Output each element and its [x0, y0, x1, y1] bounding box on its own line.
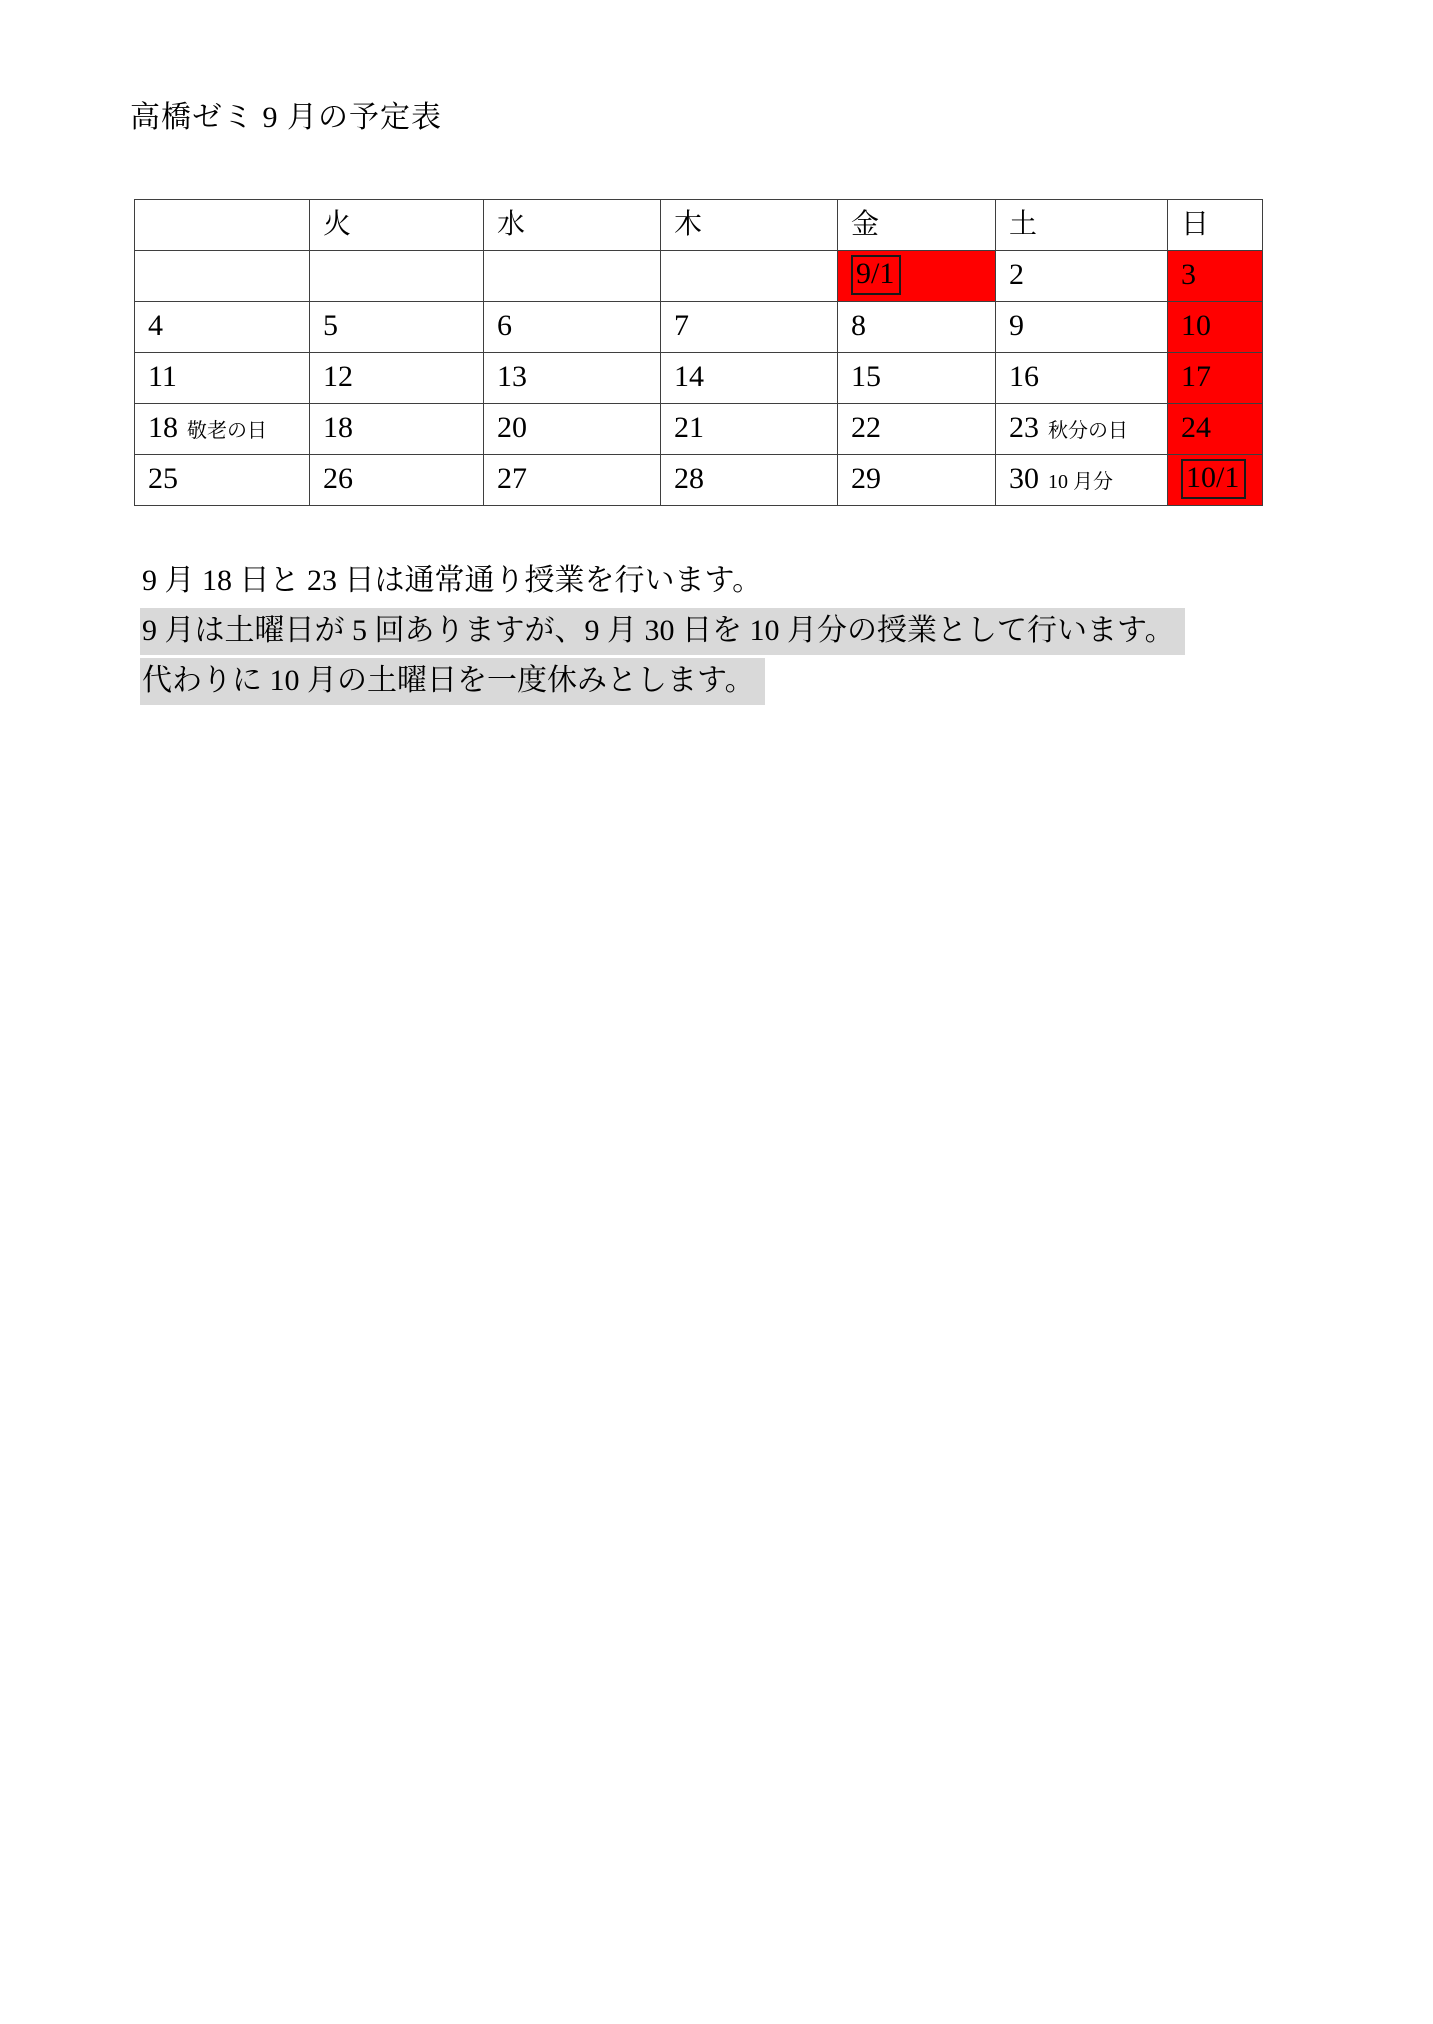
calendar-cell [838, 404, 996, 455]
calendar-cell [1168, 353, 1263, 404]
calendar-header-火: 火 [310, 200, 484, 251]
calendar-week-row [135, 353, 1263, 404]
calendar-week-row [135, 455, 1263, 506]
calendar-cell [1168, 455, 1263, 506]
calendar-cell [484, 353, 661, 404]
cell-annotation-label: 10 月分 [1048, 471, 1113, 493]
date-label: 24 [1181, 411, 1211, 444]
calendar-header-empty [135, 200, 310, 251]
calendar-header-水: 水 [484, 200, 661, 251]
calendar-cell [996, 353, 1168, 404]
calendar-cell [996, 302, 1168, 353]
note-line [140, 556, 1185, 606]
calendar-cell [838, 353, 996, 404]
calendar-cell [838, 455, 996, 506]
calendar-cell [661, 404, 838, 455]
calendar-cell [661, 251, 838, 302]
date-label: 20 [497, 411, 527, 444]
date-label: 13 [497, 360, 527, 393]
calendar-header-土: 土 [996, 200, 1168, 251]
date-label: 14 [674, 360, 704, 393]
calendar-header-木: 木 [661, 200, 838, 251]
calendar-cell [661, 302, 838, 353]
date-label: 12 [323, 360, 353, 393]
date-label: 3 [1181, 258, 1196, 291]
date-label: 22 [851, 411, 881, 444]
calendar-cell [996, 404, 1168, 455]
date-label: 26 [323, 462, 353, 495]
calendar-header-金: 金 [838, 200, 996, 251]
calendar-cell [484, 251, 661, 302]
calendar-week-row [135, 251, 1263, 302]
note-text: 9 月は土曜日が 5 回ありますが、9 月 30 日を 10 月分の授業として行います。 [140, 608, 1185, 655]
note-text: 9 月 18 日と 23 日は通常通り授業を行います。 [142, 564, 763, 597]
calendar-table [134, 199, 1263, 506]
calendar-cell [996, 251, 1168, 302]
calendar-cell [310, 353, 484, 404]
date-label: 23 [1009, 411, 1039, 444]
calendar-week-row [135, 404, 1263, 455]
calendar-cell [310, 455, 484, 506]
date-label: 7 [674, 309, 689, 342]
date-label: 28 [674, 462, 704, 495]
boxed-date-label: 10/1 [1181, 459, 1246, 499]
date-label: 30 [1009, 462, 1039, 495]
calendar-cell [484, 302, 661, 353]
calendar-cell [838, 251, 996, 302]
cell-annotation-label: 秋分の日 [1048, 420, 1128, 442]
page-title: 高橋ゼミ 9 月の予定表 [130, 101, 442, 134]
calendar-cell [1168, 251, 1263, 302]
calendar-header-日: 日 [1168, 200, 1263, 251]
boxed-date-label: 9/1 [851, 255, 901, 295]
calendar-cell [310, 251, 484, 302]
calendar-cell [661, 353, 838, 404]
date-label: 5 [323, 309, 338, 342]
date-label: 27 [497, 462, 527, 495]
date-label: 29 [851, 462, 881, 495]
calendar-cell [484, 404, 661, 455]
date-label: 16 [1009, 360, 1039, 393]
calendar-week-row [135, 302, 1263, 353]
calendar-cell [1168, 302, 1263, 353]
date-label: 4 [148, 309, 163, 342]
cell-annotation-label: 敬老の日 [187, 420, 267, 442]
date-label: 21 [674, 411, 704, 444]
date-label: 11 [148, 360, 177, 393]
note-line-highlighted [140, 606, 1185, 656]
calendar-cell [310, 302, 484, 353]
calendar-cell [996, 455, 1168, 506]
calendar-cell [135, 302, 310, 353]
calendar-cell [838, 302, 996, 353]
date-label: 10 [1181, 309, 1211, 342]
calendar-body [135, 251, 1263, 506]
date-label: 2 [1009, 258, 1024, 291]
calendar-cell [135, 455, 310, 506]
date-label: 17 [1181, 360, 1211, 393]
notes-block [140, 556, 1185, 706]
note-line-highlighted [140, 656, 1185, 706]
date-label: 9 [1009, 309, 1024, 342]
calendar-cell [310, 404, 484, 455]
date-label: 18 [323, 411, 353, 444]
calendar-cell [1168, 404, 1263, 455]
calendar-header-row [135, 200, 1263, 251]
date-label: 25 [148, 462, 178, 495]
calendar-cell [135, 251, 310, 302]
calendar-cell [661, 455, 838, 506]
date-label: 18 [148, 411, 178, 444]
date-label: 6 [497, 309, 512, 342]
calendar-cell [135, 404, 310, 455]
note-text: 代わりに 10 月の土曜日を一度休みとします。 [140, 658, 765, 705]
calendar-cell [135, 353, 310, 404]
date-label: 15 [851, 360, 881, 393]
date-label: 8 [851, 309, 866, 342]
calendar-cell [484, 455, 661, 506]
